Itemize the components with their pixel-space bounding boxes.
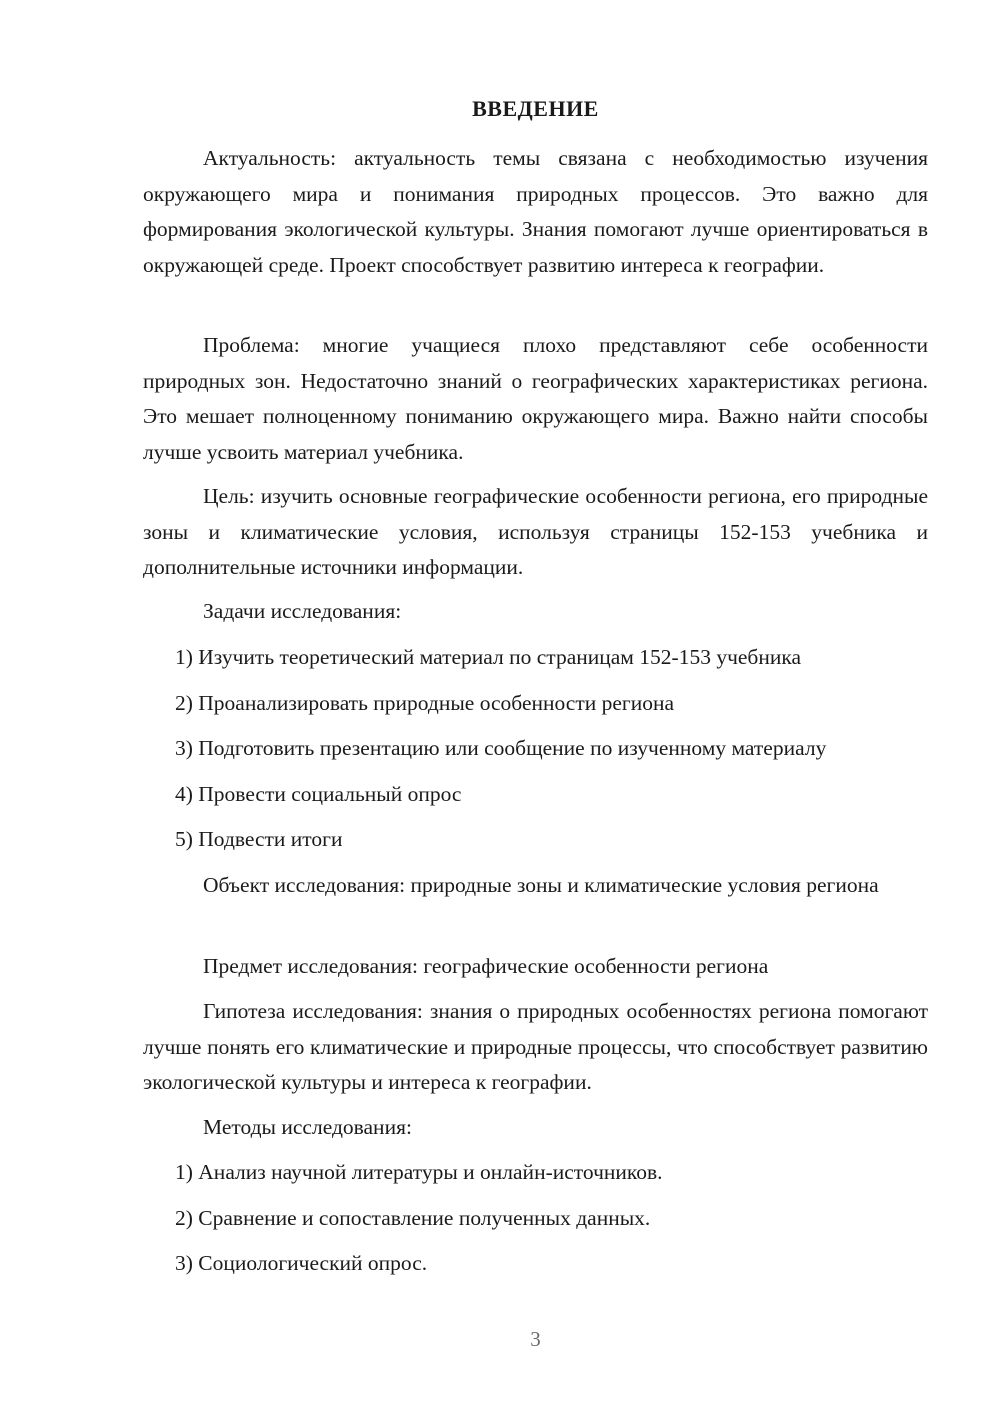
subject-paragraph: Предмет исследования: географические особенности региона	[203, 954, 769, 978]
object-paragraph: Объект исследования: природные зоны и климатические условия региона	[203, 873, 879, 897]
task-item: 3) Подготовить презентацию или сообщение по изученному материалу	[175, 736, 827, 760]
method-item: 3) Социологический опрос.	[175, 1251, 428, 1275]
task-item: 4) Провести социальный опрос	[175, 782, 462, 806]
hypothesis-paragraph: Гипотеза исследования: знания о природных особенностях региона помогают лучше понять его климатические и природные процессы, что способствует развитию экологической культуры и интереса к географии.	[143, 999, 928, 1094]
task-item: 2) Проанализировать природные особенности региона	[175, 691, 675, 715]
methods-heading: Методы исследования:	[203, 1115, 412, 1139]
task-item: 5) Подвести итоги	[175, 827, 343, 851]
page-number: 3	[530, 1327, 541, 1351]
page-title: ВВЕДЕНИЕ	[472, 96, 599, 121]
relevance-paragraph: Актуальность: актуальность темы связана с необходимостью изучения окружающего мира и понимания природных процессов. Это важно для формирования экологической культуры. Знания помогают лучше ориентироваться в окружающей среде. Проект способствует развитию интереса к географии.	[143, 146, 928, 277]
tasks-heading: Задачи исследования:	[203, 599, 402, 623]
goal-paragraph: Цель: изучить основные географические особенности региона, его природные зоны и климатические условия, используя страницы 152-153 учебника и дополнительные источники информации.	[143, 484, 928, 579]
method-item: 2) Сравнение и сопоставление полученных данных.	[175, 1206, 651, 1230]
document-page	[143, 0, 928, 1414]
method-item: 1) Анализ научной литературы и онлайн-источников.	[175, 1160, 663, 1184]
problem-paragraph: Проблема: многие учащиеся плохо представляют себе особенности природных зон. Недостаточно знаний о географических характеристиках региона. Это мешает полноценному пониманию окружающего мира. Важно найти способы лучше усвоить материал учебника.	[143, 333, 928, 464]
task-item: 1) Изучить теоретический материал по страницам 152-153 учебника	[175, 645, 802, 669]
